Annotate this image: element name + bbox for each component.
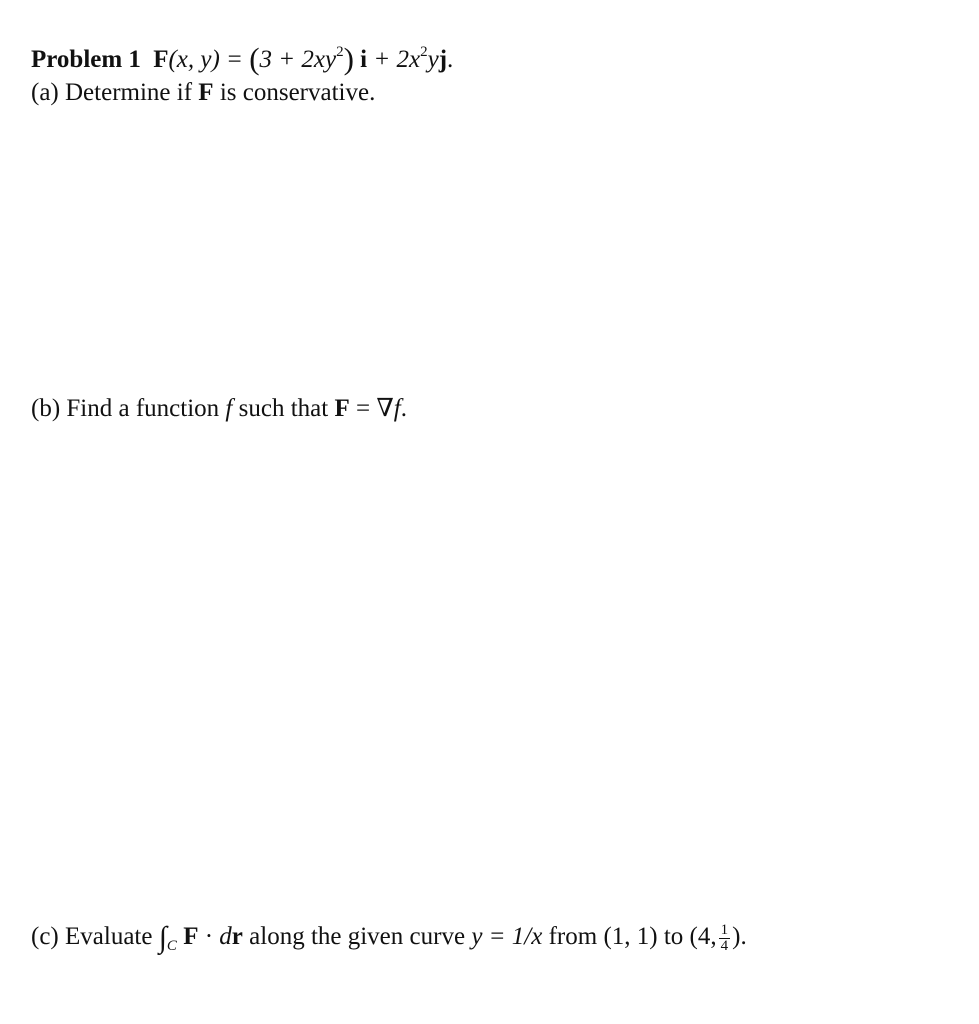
end-point-close: ) — [732, 923, 741, 950]
part-b-period: . — [400, 395, 407, 422]
field-arguments: (x, y) = — [168, 46, 250, 73]
part-c-evaluate: Evaluate — [65, 923, 153, 950]
differential-d: d — [219, 923, 232, 950]
fraction-one-quarter — [719, 923, 731, 954]
part-c-to: to — [663, 923, 684, 950]
part-b-gradient: = ∇ — [355, 395, 394, 422]
close-paren: ) — [343, 41, 354, 76]
fraction-denominator: 4 — [720, 938, 729, 954]
exponent: 2 — [336, 44, 344, 60]
part-b-text-before: Find a function — [66, 395, 220, 422]
position-vector-r: r — [231, 923, 243, 950]
part-a-text-before: Determine if — [65, 79, 193, 106]
part-a-text-after: is conservative. — [219, 79, 376, 106]
dot-product: · — [204, 923, 214, 950]
statement-period: . — [447, 46, 454, 73]
part-c-text-mid: along the given curve — [249, 923, 466, 950]
part-b-text-mid: such that — [238, 395, 329, 422]
part-a-label: (a) — [31, 79, 59, 106]
part-b-label: (b) — [31, 395, 61, 422]
start-point: (1, 1) — [603, 923, 658, 950]
unit-vector-i: i — [360, 46, 368, 73]
i-component: 3 + 2xy — [259, 46, 337, 73]
part-b-function-f: f — [225, 395, 233, 422]
part-b-question — [31, 394, 407, 424]
end-point-open: (4, — [689, 923, 717, 950]
j-component-y: y — [427, 46, 439, 73]
problem-statement — [31, 41, 454, 76]
j-component-coefficient: + 2x — [367, 46, 421, 73]
exponent-x: 2 — [420, 44, 428, 60]
part-c-label: (c) — [31, 923, 59, 950]
integral-subscript: C — [166, 938, 177, 954]
part-c-from: from — [548, 923, 598, 950]
open-paren: ( — [249, 41, 260, 76]
fraction-numerator: 1 — [720, 922, 729, 938]
curve-equation: y = 1/x — [471, 923, 543, 950]
problem-label: Problem 1 — [31, 46, 141, 73]
part-a-question — [31, 78, 375, 108]
part-c-vector-field: F — [183, 923, 199, 950]
part-b-vector-field: F — [334, 395, 350, 422]
vector-field-symbol: F — [153, 46, 169, 73]
unit-vector-j: j — [438, 46, 448, 73]
part-a-vector-field: F — [198, 79, 214, 106]
integral-sign: ∫ — [158, 921, 167, 954]
part-c-period: . — [740, 923, 747, 950]
part-c-question — [31, 922, 747, 954]
part-b-gradient-f: f — [393, 395, 401, 422]
